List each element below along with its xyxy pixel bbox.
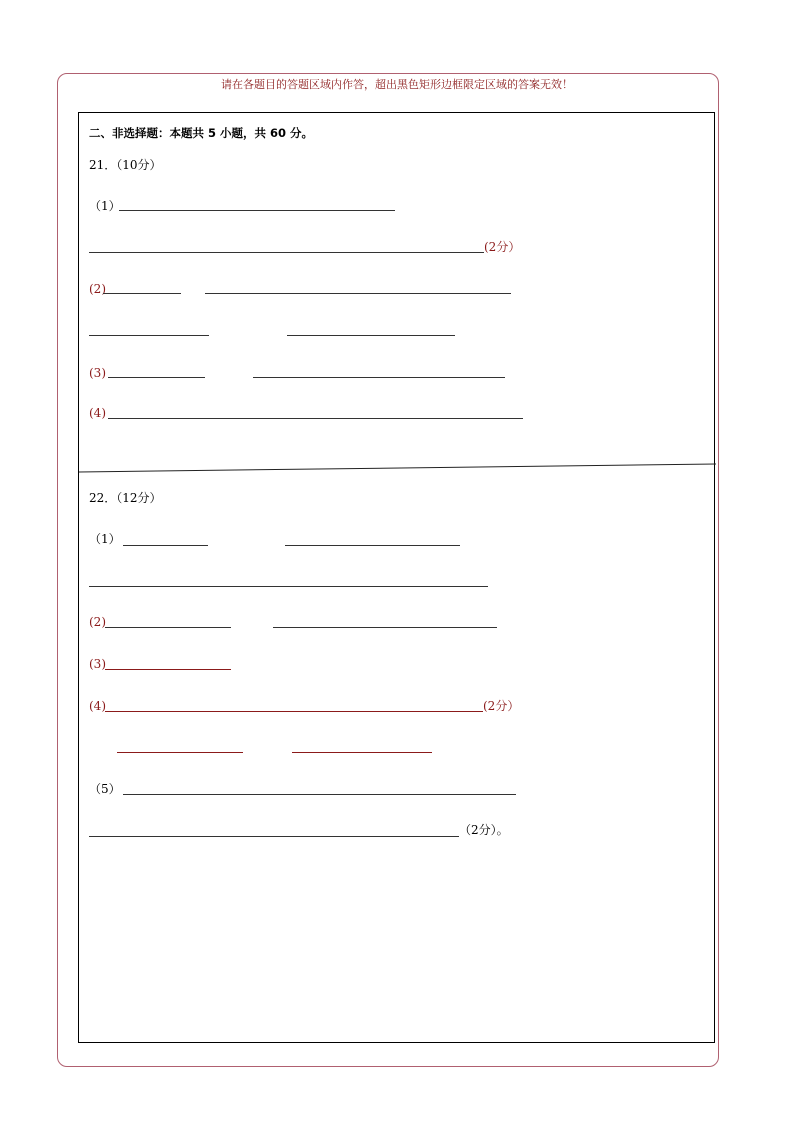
q21-part1-blank-a[interactable] xyxy=(119,210,395,211)
q21-part4-blank[interactable] xyxy=(108,418,523,419)
q22-part1-blank-b[interactable] xyxy=(285,545,460,546)
q21-part1-blank-b[interactable] xyxy=(89,252,484,253)
q22-header: 22．（12分） xyxy=(89,491,162,505)
section-title: 二、非选择题：本题共 5 小题，共 60 分。 xyxy=(89,126,314,140)
q21-part2-blank-a[interactable] xyxy=(103,293,181,294)
q21-part3-blank-a[interactable] xyxy=(108,377,205,378)
q22-part3-blank[interactable] xyxy=(105,669,231,670)
q22-part4-label: (4) xyxy=(89,699,106,713)
q21-part1-label: （1） xyxy=(89,199,121,213)
q21-part2-blank-d[interactable] xyxy=(287,335,455,336)
q22-part3-label: (3) xyxy=(89,657,106,671)
q22-part4-blank-c[interactable] xyxy=(292,752,432,753)
q21-part2-blank-b[interactable] xyxy=(205,293,511,294)
q22-part5-blank-a[interactable] xyxy=(123,794,516,795)
q22-part5-score: （2分）。 xyxy=(459,823,509,837)
q22-part5-label: （5） xyxy=(89,782,121,796)
q22-part1-label: （1） xyxy=(89,532,121,546)
q22-part1-blank-a[interactable] xyxy=(123,545,208,546)
q22-part2-label: (2) xyxy=(89,615,106,629)
q22-part2-blank-b[interactable] xyxy=(273,627,497,628)
q22-part1-blank-c[interactable] xyxy=(89,586,488,587)
q21-part2-label: (2) xyxy=(89,282,106,296)
q21-part2-blank-c[interactable] xyxy=(89,335,209,336)
q21-part1-score: (2分） xyxy=(484,240,521,254)
q22-part4-blank-a[interactable] xyxy=(105,711,483,712)
q22-part5-blank-b[interactable] xyxy=(89,836,459,837)
q22-part4-blank-b[interactable] xyxy=(117,752,243,753)
answer-notice: 请在各题目的答题区域内作答，超出黑色矩形边框限定区域的答案无效！ xyxy=(221,78,573,91)
q21-part3-blank-b[interactable] xyxy=(253,377,505,378)
q21-part4-label: (4) xyxy=(89,406,106,420)
q22-part4-score: (2分） xyxy=(483,699,520,713)
q21-part3-label: (3) xyxy=(89,366,106,380)
q22-part2-blank-a[interactable] xyxy=(105,627,231,628)
q21-header: 21．（10分） xyxy=(89,158,162,172)
